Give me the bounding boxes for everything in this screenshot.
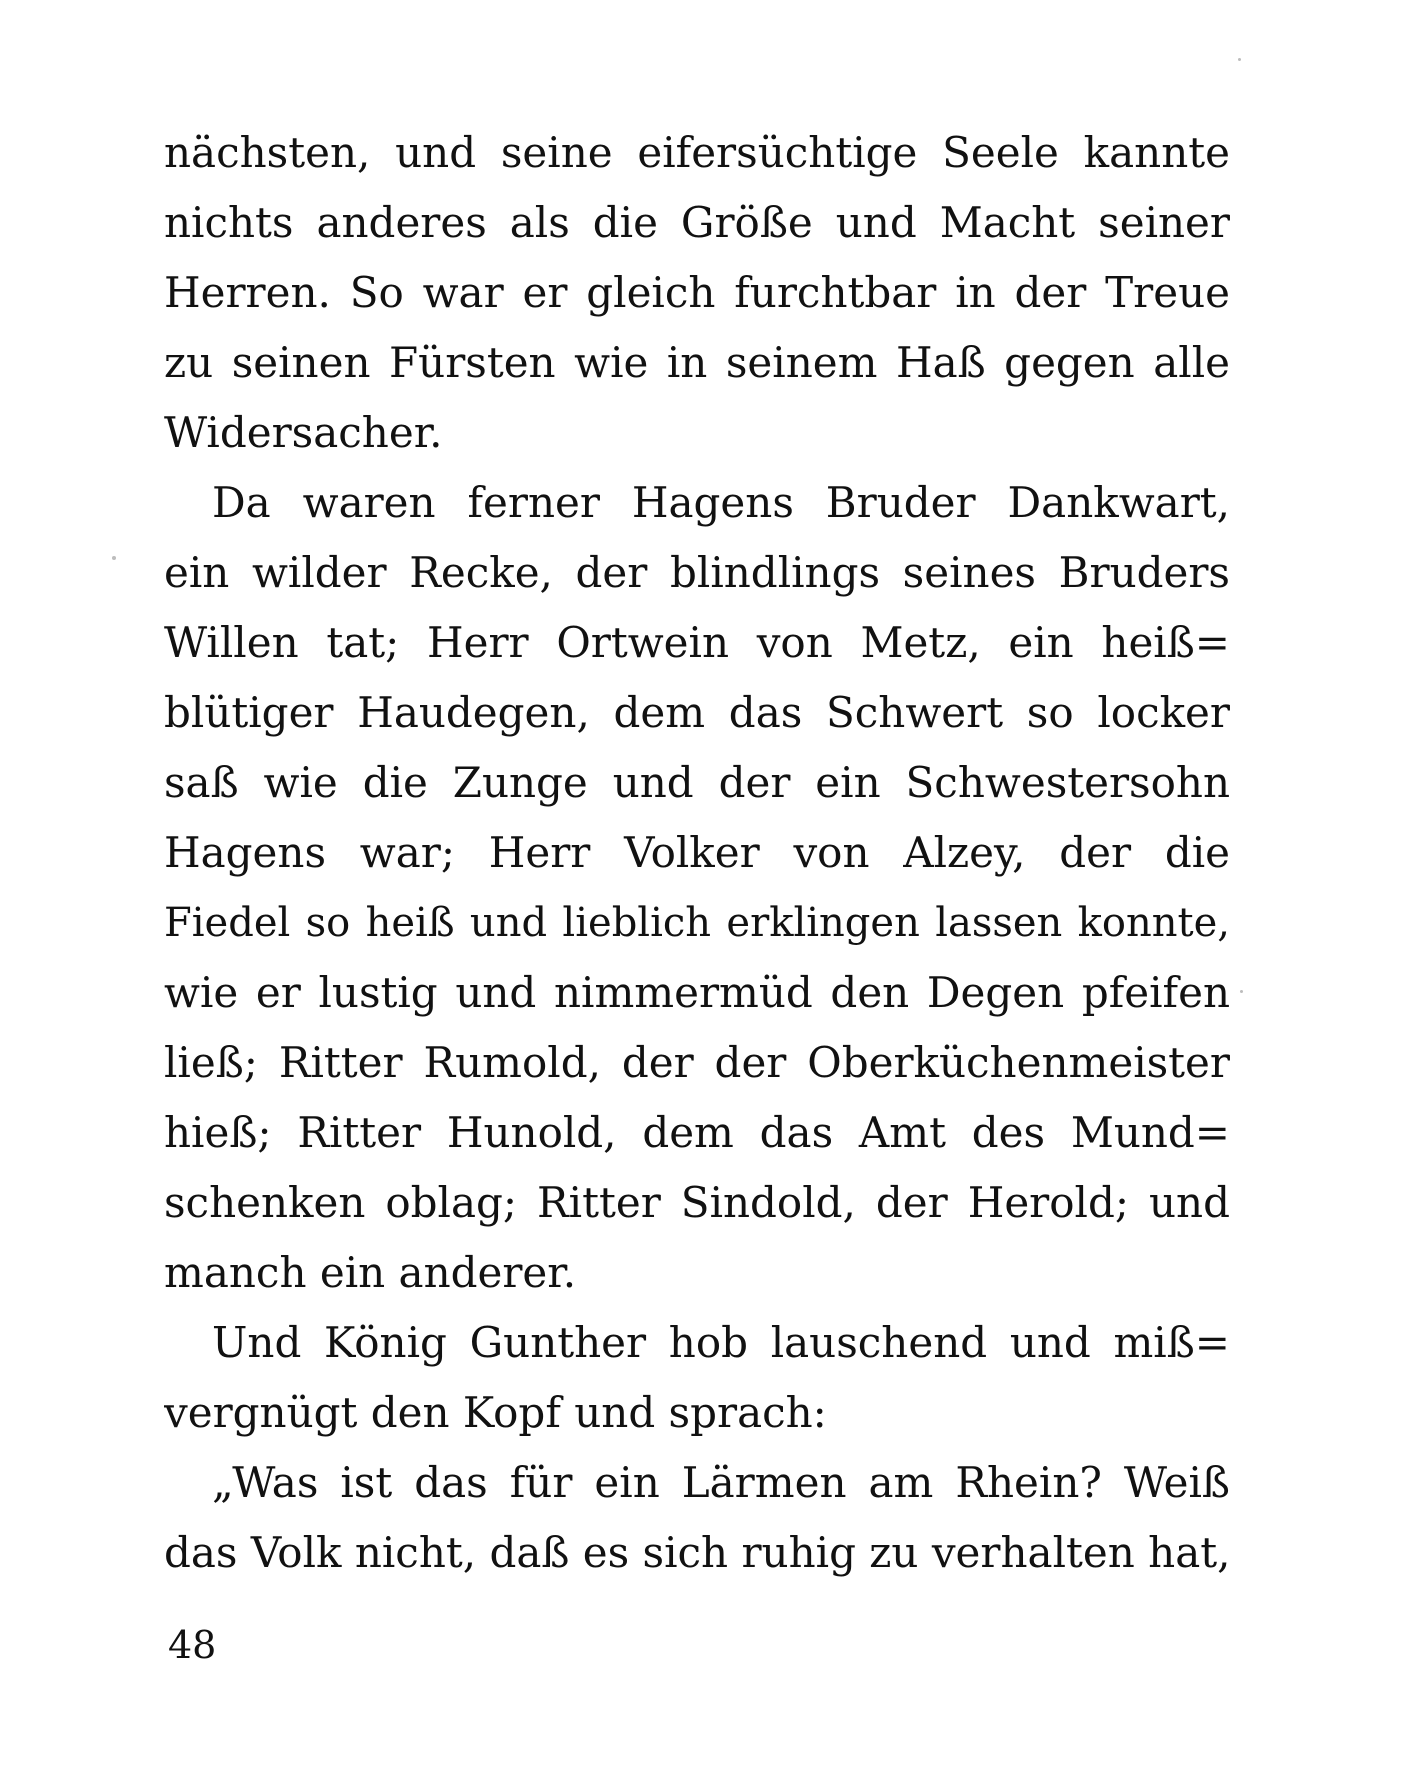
- paragraph-3: [164, 1308, 1230, 1448]
- text-line: saß wie die Zunge und der ein Schwestersohn: [164, 758, 1230, 807]
- paragraph-2: [164, 468, 1230, 1308]
- text-line: manch ein anderer.: [164, 1248, 577, 1297]
- text-line: ein wilder Recke, der blindlings seines Bruders: [164, 548, 1230, 597]
- scan-speck: [1240, 990, 1243, 993]
- page-number: 48: [168, 1623, 217, 1667]
- text-line: schenken oblag; Ritter Sindold, der Herold; und: [164, 1178, 1230, 1227]
- text-line: vergnügt den Kopf und sprach:: [164, 1388, 827, 1437]
- text-line: wie er lustig und nimmermüd den Degen pfeifen: [164, 968, 1230, 1017]
- text-line: blütiger Haudegen, dem das Schwert so locker: [164, 688, 1230, 737]
- text-line: Fiedel so heiß und lieblich erklingen lassen konnte,: [164, 900, 1230, 946]
- text-line: hieß; Ritter Hunold, dem das Amt des Mund=: [164, 1108, 1230, 1157]
- text-line: Widersacher.: [164, 408, 443, 457]
- body-text: [164, 118, 1230, 1588]
- text-line: Und König Gunther hob lauschend und miß=: [212, 1318, 1230, 1367]
- text-line: das Volk nicht, daß es sich ruhig zu verhalten hat,: [164, 1528, 1230, 1577]
- paragraph-4: [164, 1448, 1230, 1588]
- text-line: Da waren ferner Hagens Bruder Dankwart,: [212, 478, 1230, 527]
- text-line: „Was ist das für ein Lärmen am Rhein? Weiß: [212, 1458, 1230, 1507]
- text-line: ließ; Ritter Rumold, der der Oberküchenmeister: [164, 1038, 1230, 1087]
- text-line: Willen tat; Herr Ortwein von Metz, ein heiß=: [164, 618, 1230, 667]
- text-line: zu seinen Fürsten wie in seinem Haß gegen alle: [164, 338, 1230, 387]
- scan-speck: [1238, 58, 1241, 61]
- paragraph-1: [164, 118, 1230, 468]
- scan-speck: [112, 556, 116, 560]
- text-line: nichts anderes als die Größe und Macht seiner: [164, 198, 1230, 247]
- text-line: Herren. So war er gleich furchtbar in der Treue: [164, 268, 1230, 317]
- text-line: Hagens war; Herr Volker von Alzey, der die: [164, 828, 1230, 877]
- text-line: nächsten, und seine eifersüchtige Seele kannte: [164, 128, 1230, 177]
